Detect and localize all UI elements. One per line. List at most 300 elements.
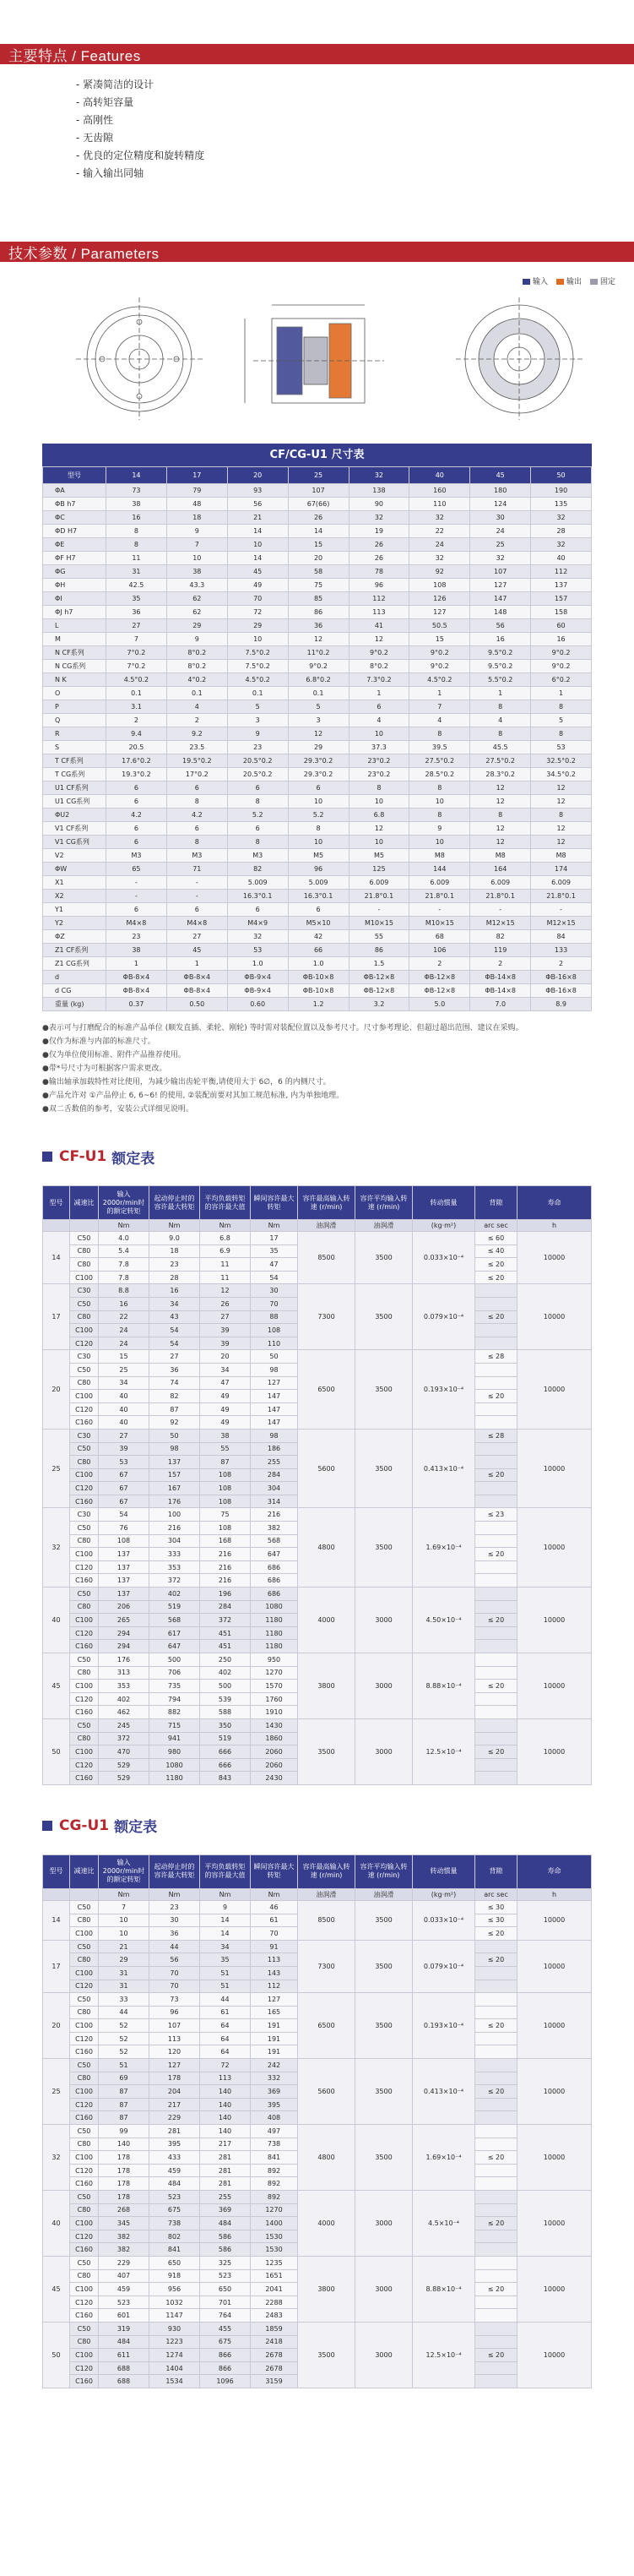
table-cell: 956 [149, 2283, 200, 2296]
table-cell: 32 [470, 552, 531, 565]
table-cell: 32 [409, 552, 470, 565]
feature-item: - 紧凑简洁的设计 [76, 76, 634, 94]
table-cell: 2 [166, 714, 227, 727]
table-cell: 107 [470, 565, 531, 579]
table-cell: ΦB-12×8 [409, 971, 470, 984]
table-cell: C80 [70, 1310, 99, 1324]
table-cell: 23 [149, 1900, 200, 1914]
table-row [43, 1284, 592, 1298]
table-cell: 6.8°0.2 [288, 673, 349, 687]
table-cell: 6.9 [200, 1244, 251, 1258]
rated-header-cell: 减速比 [70, 1186, 99, 1220]
table-cell: 5.4 [99, 1244, 149, 1258]
backlash-cell [475, 2059, 517, 2072]
table-cell: 8.9 [531, 998, 592, 1011]
table-cell: 3 [288, 714, 349, 727]
table-cell: 1.0 [288, 957, 349, 971]
table-cell: 47 [251, 1258, 298, 1272]
table-cell: 216 [251, 1508, 298, 1522]
row-label: O [43, 687, 106, 700]
table-cell: - [409, 903, 470, 917]
table-cell: 10 [99, 1927, 149, 1941]
table-cell: 40 [99, 1416, 149, 1430]
table-cell: 8 [409, 782, 470, 795]
table-cell: 12 [470, 795, 531, 809]
table-cell: 2 [531, 957, 592, 971]
model-cell: 32 [43, 2125, 70, 2191]
table-cell: 58 [288, 565, 349, 579]
table-cell: 369 [200, 2203, 251, 2217]
rated-unit-cell: 油润滑 [298, 1220, 355, 1232]
table-cell: 39 [200, 1337, 251, 1350]
table-cell: 32.5°0.2 [531, 754, 592, 768]
table-cell: 8.8 [99, 1284, 149, 1298]
legend-item [590, 275, 615, 286]
backlash-cell: ≤ 20 [475, 2283, 517, 2296]
table-cell: 44 [200, 1993, 251, 2007]
table-cell: 98 [251, 1429, 298, 1442]
avg-speed-cell: 3000 [355, 1653, 413, 1719]
table-cell: 9°0.2 [409, 660, 470, 673]
table-cell: 42.5 [106, 579, 167, 592]
table-row [43, 1232, 592, 1245]
table-cell: - [349, 903, 409, 917]
table-cell: 191 [251, 2045, 298, 2059]
table-cell: - [166, 876, 227, 890]
header-model-size: 17 [166, 467, 227, 484]
table-cell: C100 [70, 1548, 99, 1561]
inertia-cell: 0.033×10⁻⁴ [413, 1232, 475, 1284]
table-cell: 52 [99, 2032, 149, 2045]
table-cell: 23°0.2 [349, 754, 409, 768]
life-cell: 10000 [517, 1900, 592, 1940]
rated-title-model: CG-U1 [59, 1816, 110, 1834]
table-cell: 178 [149, 2072, 200, 2085]
table-cell: 2678 [251, 2349, 298, 2362]
rated-header-cell: 型号 [43, 1854, 70, 1888]
table-row [43, 1718, 592, 1732]
table-cell: 8 [531, 700, 592, 714]
table-cell: 32 [531, 538, 592, 552]
table-cell: 158 [531, 606, 592, 619]
table-cell: 140 [200, 2085, 251, 2099]
avg-speed-cell: 3000 [355, 2191, 413, 2257]
table-cell: 137 [99, 1560, 149, 1574]
table-cell: 500 [149, 1653, 200, 1667]
table-cell: 9 [200, 1900, 251, 1914]
table-cell: C80 [70, 2203, 99, 2217]
table-cell: C120 [70, 1758, 99, 1772]
header-model-size: 45 [470, 467, 531, 484]
backlash-cell: ≤ 20 [475, 1310, 517, 1324]
table-cell: 127 [251, 1993, 298, 2007]
table-cell: 1.5 [349, 957, 409, 971]
table-cell: 28 [531, 525, 592, 538]
table-cell: M3 [227, 849, 288, 863]
table-row [43, 484, 592, 498]
table-cell: 353 [99, 1680, 149, 1693]
table-cell: 794 [149, 1692, 200, 1706]
table-cell: 67 [99, 1468, 149, 1482]
table-row [43, 1900, 592, 1914]
table-cell: 1080 [149, 1758, 200, 1772]
table-cell: 45.5 [470, 741, 531, 754]
table-cell: 70 [149, 1980, 200, 1993]
table-cell: 451 [200, 1626, 251, 1640]
table-cell: 2288 [251, 2296, 298, 2309]
table-cell: M10×15 [409, 917, 470, 930]
model-cell: 50 [43, 2322, 70, 2388]
table-cell: 12 [470, 782, 531, 795]
table-cell: 21.8°0.1 [531, 890, 592, 903]
table-cell: 650 [200, 2283, 251, 2296]
table-row [43, 917, 592, 930]
table-cell: - [106, 876, 167, 890]
life-cell: 10000 [517, 2125, 592, 2191]
table-cell: 110 [251, 1337, 298, 1350]
table-cell: C80 [70, 1456, 99, 1469]
table-cell: 395 [149, 2138, 200, 2151]
max-speed-cell: 7300 [298, 1284, 355, 1350]
table-cell: 51 [99, 2059, 149, 2072]
table-cell: 281 [149, 2125, 200, 2138]
table-cell: 7.0 [470, 998, 531, 1011]
table-cell: 76 [99, 1522, 149, 1535]
table-cell: 27 [99, 1429, 149, 1442]
table-cell: 1404 [149, 2361, 200, 2375]
table-cell: 2041 [251, 2283, 298, 2296]
table-cell: C50 [70, 1522, 99, 1535]
table-cell: 8 [166, 795, 227, 809]
table-row [43, 998, 592, 1011]
table-cell: 72 [227, 606, 288, 619]
table-cell: 8 [470, 809, 531, 822]
table-cell: 45 [227, 565, 288, 579]
features-list [0, 64, 634, 182]
table-cell: 12 [531, 836, 592, 849]
table-cell: 4.5°0.2 [227, 673, 288, 687]
table-cell: 12 [470, 836, 531, 849]
table-cell: C80 [70, 1534, 99, 1548]
table-cell: 73 [149, 1993, 200, 2007]
table-cell: 178 [99, 2191, 149, 2204]
table-cell: 31 [99, 1966, 149, 1980]
table-cell: 62 [166, 606, 227, 619]
table-cell: 7.8 [99, 1258, 149, 1272]
rated-table [42, 1185, 592, 1785]
table-cell: 6.009 [470, 876, 531, 890]
table-cell: 588 [200, 1706, 251, 1719]
page [0, 44, 634, 2388]
rated-header-cell: 容许最高输入转速 (r/min) [298, 1854, 355, 1888]
table-cell: ΦB-12×8 [349, 971, 409, 984]
table-cell: M8 [531, 849, 592, 863]
table-cell: 26 [349, 538, 409, 552]
row-label: T CG系列 [43, 768, 106, 782]
table-cell: 6 [227, 903, 288, 917]
table-cell: 16 [149, 1284, 200, 1298]
avg-speed-cell: 3500 [355, 1350, 413, 1430]
note-line: ●输出轴承加载特性对比使用，为减少输出齿轮平衡,请使用大于 6∅，6 的内侧尺寸。 [42, 1078, 331, 1086]
row-label: P [43, 700, 106, 714]
life-cell: 10000 [517, 1940, 592, 1992]
backlash-cell [475, 1363, 517, 1376]
table-cell: 281 [200, 2177, 251, 2191]
rated-table-wrap [42, 1185, 592, 1785]
table-cell: 34 [149, 1297, 200, 1310]
table-cell: 455 [200, 2322, 251, 2335]
model-cell: 17 [43, 1940, 70, 1992]
table-cell: 0.50 [166, 998, 227, 1011]
backlash-cell [475, 1324, 517, 1337]
features-header [0, 44, 634, 64]
table-cell: 106 [409, 944, 470, 957]
backlash-cell [475, 2032, 517, 2045]
table-cell: 32 [227, 930, 288, 944]
model-cell: 17 [43, 1284, 70, 1350]
backlash-cell: ≤ 20 [475, 1390, 517, 1403]
table-cell: C50 [70, 2322, 99, 2335]
max-speed-cell: 5600 [298, 1429, 355, 1508]
table-cell: C50 [70, 1297, 99, 1310]
table-cell: 11 [106, 552, 167, 565]
backlash-cell [475, 2164, 517, 2177]
rated-unit-cell: (kg·m²) [413, 1220, 475, 1232]
table-cell: C120 [70, 1626, 99, 1640]
table-cell: 7°0.2 [106, 660, 167, 673]
backlash-cell [475, 1772, 517, 1785]
table-cell: 64 [200, 2019, 251, 2033]
table-cell: 8 [470, 727, 531, 741]
table-cell: 92 [409, 565, 470, 579]
table-cell: C100 [70, 1614, 99, 1627]
table-row [43, 727, 592, 741]
table-cell: 402 [99, 1692, 149, 1706]
max-speed-cell: 4800 [298, 2125, 355, 2191]
table-cell: ΦB-14×8 [470, 971, 531, 984]
backlash-cell [475, 1482, 517, 1495]
table-cell: 178 [99, 2177, 149, 2191]
table-cell: 586 [200, 2230, 251, 2243]
backlash-cell: ≤ 20 [475, 1548, 517, 1561]
table-cell: 42 [288, 930, 349, 944]
backlash-cell [475, 1495, 517, 1508]
table-cell: C160 [70, 2243, 99, 2257]
row-label: M [43, 633, 106, 646]
table-row [43, 673, 592, 687]
table-cell: 1274 [149, 2349, 200, 2362]
table-cell: C160 [70, 2375, 99, 2388]
table-cell: 113 [200, 2072, 251, 2085]
table-cell: 8 [349, 782, 409, 795]
table-cell: C100 [70, 1324, 99, 1337]
table-cell: 82 [470, 930, 531, 944]
legend-item [556, 275, 582, 286]
backlash-cell [475, 1758, 517, 1772]
table-cell: 34.5°0.2 [531, 768, 592, 782]
table-cell: 9 [166, 633, 227, 646]
life-cell: 10000 [517, 2256, 592, 2322]
rated-header-cell: 容许平均输入转速 (r/min) [355, 1854, 413, 1888]
table-cell: 138 [349, 484, 409, 498]
table-cell: 8 [409, 809, 470, 822]
rated-header-row [43, 1186, 592, 1220]
table-cell: 96 [288, 863, 349, 876]
table-cell: 7.5°0.2 [227, 660, 288, 673]
table-cell: 23.5 [166, 741, 227, 754]
table-cell: 1.2 [288, 998, 349, 1011]
table-cell: 9 [227, 727, 288, 741]
rated-header-cell: 寿命 [517, 1854, 592, 1888]
table-cell: 1430 [251, 1718, 298, 1732]
table-cell: 764 [200, 2309, 251, 2323]
rated-unit-cell: Nm [251, 1220, 298, 1232]
table-cell: C100 [70, 2151, 99, 2165]
backlash-cell [475, 1626, 517, 1640]
table-cell: ΦB-14×8 [470, 984, 531, 998]
table-cell: 75 [288, 579, 349, 592]
table-cell: 157 [149, 1468, 200, 1482]
table-cell: C100 [70, 2217, 99, 2230]
row-label: ΦA [43, 484, 106, 498]
table-cell: M4×9 [227, 917, 288, 930]
table-cell: 14 [288, 525, 349, 538]
table-row [43, 646, 592, 660]
parameters-title: 技术参数 / Parameters [8, 245, 160, 262]
table-cell: 137 [99, 1548, 149, 1561]
inertia-cell: 0.193×10⁻⁴ [413, 1350, 475, 1430]
rated-title-model: CF-U1 [59, 1148, 107, 1165]
row-label: ΦJ h7 [43, 606, 106, 619]
table-cell: ΦB-8×4 [106, 984, 167, 998]
table-cell: 108 [200, 1482, 251, 1495]
table-cell: 35 [251, 1244, 298, 1258]
row-label: U1 CG系列 [43, 795, 106, 809]
rated-unit-cell: Nm [99, 1888, 149, 1900]
table-cell: 2060 [251, 1758, 298, 1772]
table-cell: 10 [99, 1914, 149, 1927]
table-cell: 20 [200, 1350, 251, 1364]
color-legend [0, 262, 634, 286]
table-cell: 113 [349, 606, 409, 619]
table-cell: 1180 [149, 1772, 200, 1785]
table-cell: C120 [70, 2230, 99, 2243]
table-cell: 23 [227, 741, 288, 754]
table-cell: M5 [288, 849, 349, 863]
feature-item: - 高刚性 [76, 112, 634, 129]
backlash-cell: ≤ 20 [475, 1745, 517, 1759]
table-cell: C50 [70, 1588, 99, 1601]
table-cell: 882 [149, 1706, 200, 1719]
avg-speed-cell: 3500 [355, 1900, 413, 1940]
table-cell: 87 [99, 2111, 149, 2125]
table-cell: 206 [99, 1600, 149, 1614]
table-cell: 72 [200, 2059, 251, 2072]
table-row [43, 795, 592, 809]
table-cell: C160 [70, 1640, 99, 1653]
table-cell: 140 [200, 2125, 251, 2138]
inertia-cell: 0.079×10⁻⁴ [413, 1940, 475, 1992]
table-cell: 126 [409, 592, 470, 606]
table-cell: 5 [288, 700, 349, 714]
table-cell: 1400 [251, 2217, 298, 2230]
table-cell: 61 [200, 2006, 251, 2019]
table-cell: 1 [531, 687, 592, 700]
table-cell: 611 [99, 2349, 149, 2362]
table-cell: 143 [251, 1966, 298, 1980]
rated-unit-cell: Nm [251, 1888, 298, 1900]
table-cell: C160 [70, 2111, 99, 2125]
table-cell: 190 [531, 484, 592, 498]
model-cell: 50 [43, 1718, 70, 1784]
table-row [43, 633, 592, 646]
table-cell: 165 [251, 2006, 298, 2019]
table-cell: 470 [99, 1745, 149, 1759]
table-cell: 71 [166, 863, 227, 876]
table-cell: 9°0.2 [409, 646, 470, 660]
table-cell: 73 [106, 484, 167, 498]
table-cell: 1147 [149, 2309, 200, 2323]
table-cell: 140 [99, 2138, 149, 2151]
table-cell: 36 [149, 1363, 200, 1376]
table-cell: 4.0 [99, 1232, 149, 1245]
table-cell: 6 [106, 782, 167, 795]
backlash-cell: ≤ 40 [475, 1244, 517, 1258]
table-cell: 866 [200, 2349, 251, 2362]
table-cell: 0.60 [227, 998, 288, 1011]
table-cell: 1 [166, 957, 227, 971]
table-cell: 27 [106, 619, 167, 633]
row-label: N CG系列 [43, 660, 106, 673]
table-cell: C160 [70, 2045, 99, 2059]
table-cell: 108 [251, 1324, 298, 1337]
row-label: ΦC [43, 511, 106, 525]
table-cell: 8 [227, 836, 288, 849]
table-cell: 1080 [251, 1600, 298, 1614]
table-cell: 345 [99, 2217, 149, 2230]
table-cell: 484 [99, 2335, 149, 2349]
rated-header-cell: 背隙 [475, 1186, 517, 1220]
rated-unit-cell [70, 1888, 99, 1900]
table-cell: 86 [349, 944, 409, 957]
avg-speed-cell: 3500 [355, 1284, 413, 1350]
table-cell: 382 [99, 2243, 149, 2257]
table-cell: 27.5°0.2 [470, 754, 531, 768]
table-cell: 314 [251, 1495, 298, 1508]
inertia-cell: 8.88×10⁻⁴ [413, 2256, 475, 2322]
table-cell: 6 [106, 836, 167, 849]
table-cell: 2678 [251, 2361, 298, 2375]
table-cell: 20.5 [106, 741, 167, 754]
rated-header-cell: 起动停止时的容许最大转矩 [149, 1186, 200, 1220]
table-cell: 12 [531, 822, 592, 836]
table-cell: 98 [149, 1442, 200, 1456]
table-cell: 15 [288, 538, 349, 552]
table-cell: 34 [200, 1940, 251, 1953]
table-row [43, 2125, 592, 2138]
table-cell: C80 [70, 2006, 99, 2019]
feature-item: - 高转矩容量 [76, 94, 634, 112]
table-cell: 112 [349, 592, 409, 606]
row-label: V1 CF系列 [43, 822, 106, 836]
table-cell: 255 [200, 2191, 251, 2204]
table-cell: C100 [70, 2349, 99, 2362]
table-row [43, 606, 592, 619]
rated-unit-cell [70, 1220, 99, 1232]
table-cell: 353 [149, 1560, 200, 1574]
table-cell: 9°0.2 [531, 660, 592, 673]
table-cell: 841 [149, 2243, 200, 2257]
